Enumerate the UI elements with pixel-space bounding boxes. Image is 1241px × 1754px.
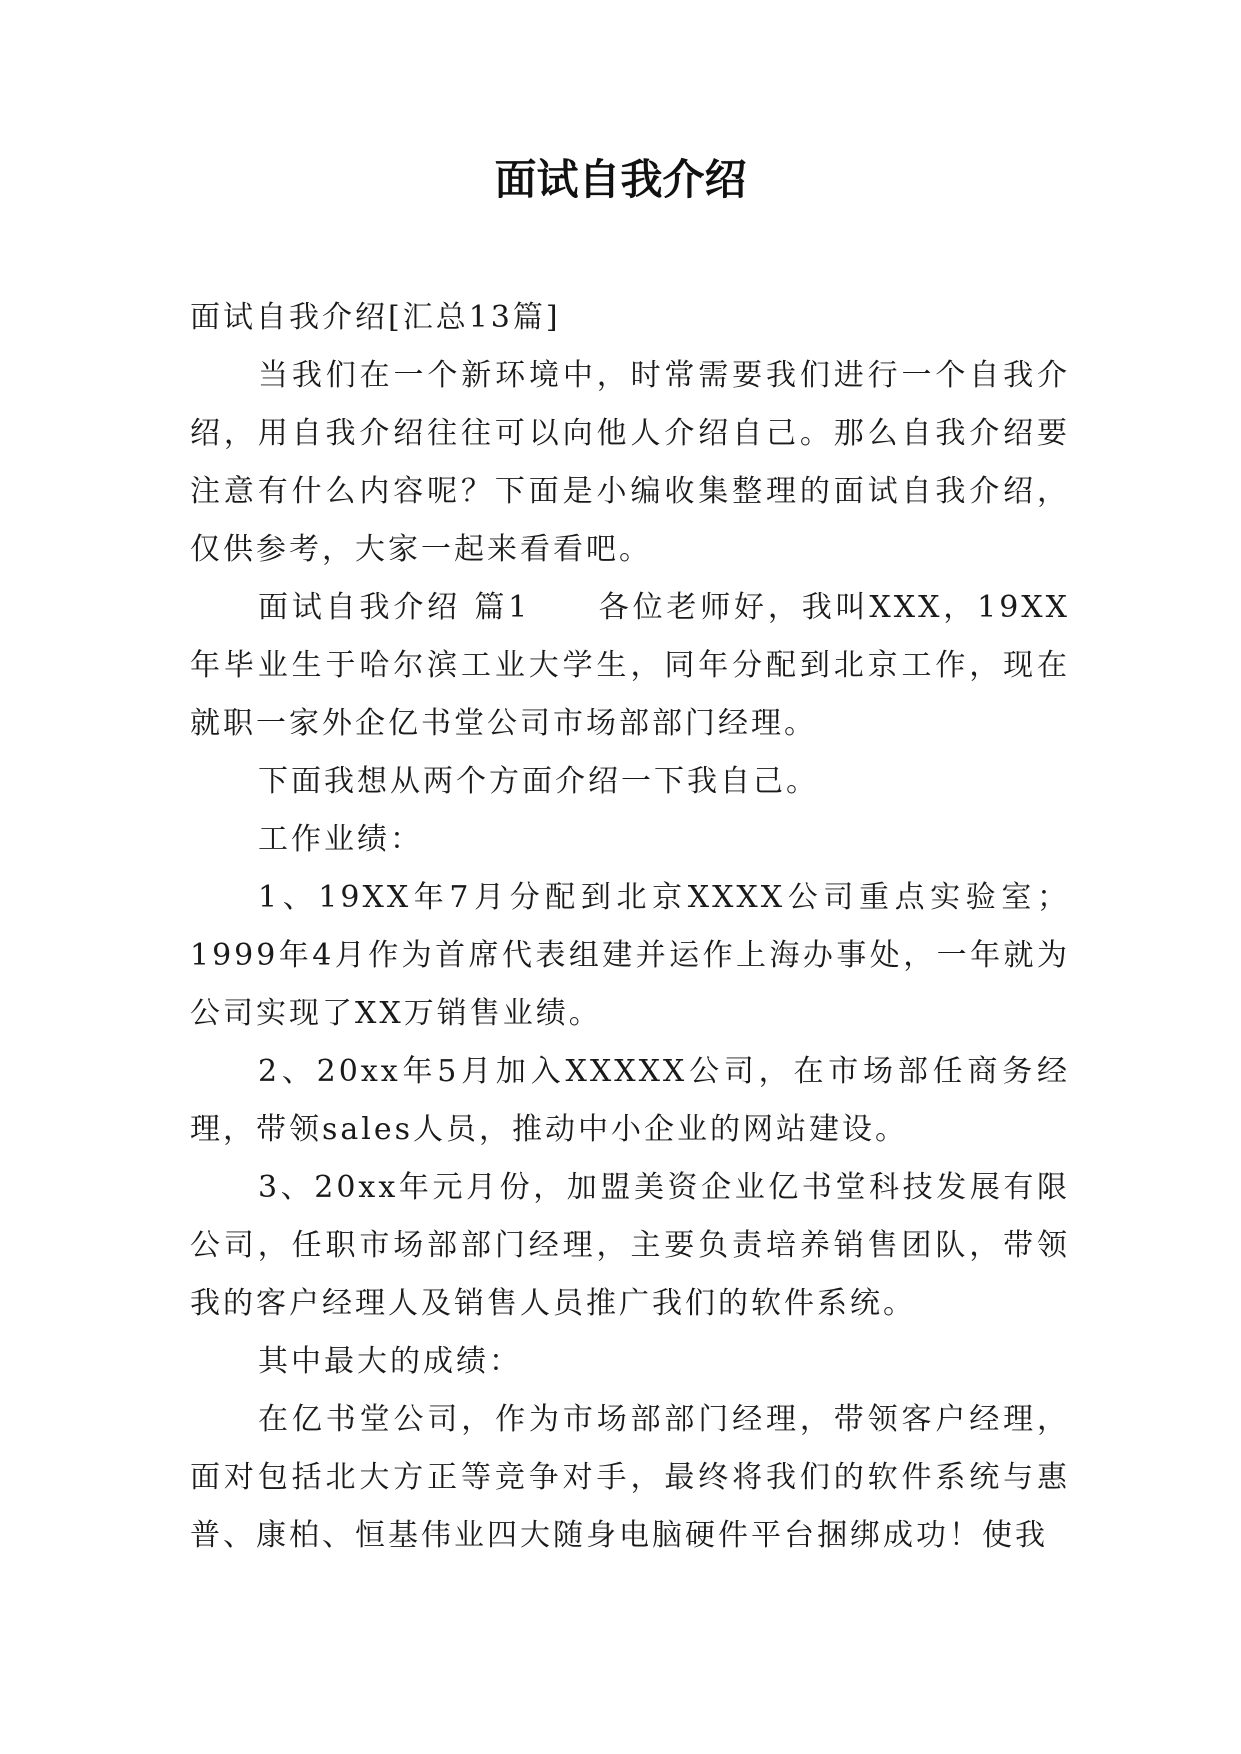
paragraph-article-1-opening: 面试自我介绍 篇1 各位老师好，我叫XXX，19XX年毕业生于哈尔滨工业大学生，同年分配到北京工作，现在就职一家外企亿书堂公司市场部部门经理。 xyxy=(190,590,1070,741)
document-body xyxy=(190,289,1070,1565)
paragraph-greatest-heading: 其中最大的成绩： xyxy=(258,1344,522,1379)
paragraph-achievement-1: 1、19XX年7月分配到北京XXXX公司重点实验室；1999年4月作为首席代表组建并运作上海办事处，一年就为公司实现了XX万销售业绩。 xyxy=(190,880,1070,1031)
page-title: 面试自我介绍 xyxy=(494,155,747,204)
paragraph-achievement-2: 2、20xx年5月加入XXXXX公司，在市场部任商务经理，带领sales人员，推动中小企业的网站建设。 xyxy=(190,1054,1070,1147)
paragraph-greatest-detail: 在亿书堂公司，作为市场部部门经理，带领客户经理，面对包括北大方正等竞争对手，最终将我们的软件系统与惠普、康柏、恒基伟业四大随身电脑硬件平台捆绑成功！使我 xyxy=(190,1402,1070,1553)
paragraph-work-heading: 工作业绩： xyxy=(258,822,423,857)
paragraph-achievement-3: 3、20xx年元月份，加盟美资企业亿书堂科技发展有限公司，任职市场部部门经理，主要负责培养销售团队，带领我的客户经理人及销售人员推广我们的软件系统。 xyxy=(190,1170,1070,1321)
document-subtitle: 面试自我介绍[汇总13篇] xyxy=(190,300,561,335)
paragraph-intro: 当我们在一个新环境中，时常需要我们进行一个自我介绍，用自我介绍往往可以向他人介绍自己。那么自我介绍要注意有什么内容呢？下面是小编收集整理的面试自我介绍，仅供参考，大家一起来看看吧。 xyxy=(190,358,1070,567)
paragraph-two-aspects: 下面我想从两个方面介绍一下我自己。 xyxy=(258,764,819,799)
